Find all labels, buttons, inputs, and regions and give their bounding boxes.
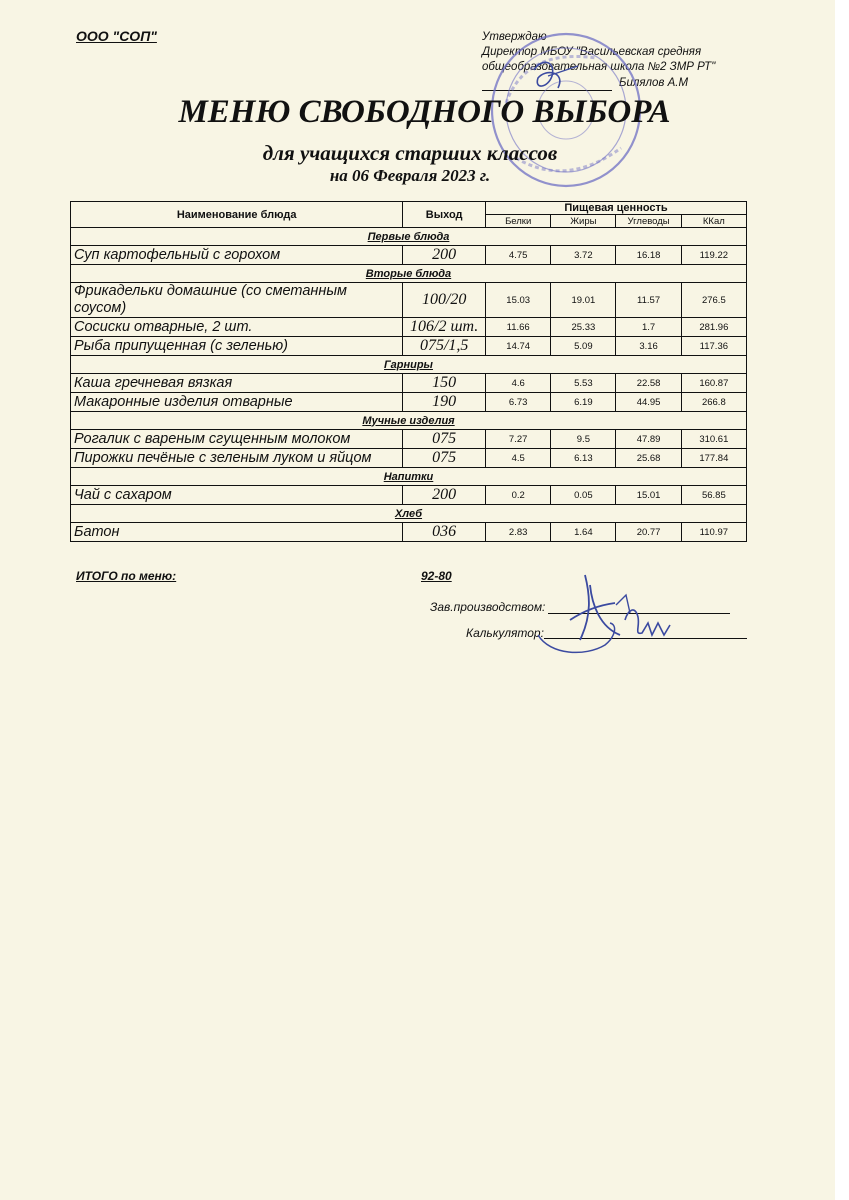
- total-value: 92-80: [421, 569, 452, 583]
- dish-carbs: 11.57: [616, 283, 681, 318]
- header-yield: Выход: [403, 202, 486, 228]
- dish-name: Суп картофельный с горохом: [71, 246, 403, 265]
- approval-school: общеобразовательная школа №2 ЗМР РТ": [482, 61, 716, 73]
- dish-name: Рогалик с вареным сгущенным молоком: [71, 430, 403, 449]
- dish-carbs: 44.95: [616, 393, 681, 412]
- table-row: [71, 430, 747, 449]
- dish-kcal: 177.84: [681, 449, 746, 468]
- dish-name: Батон: [71, 523, 403, 542]
- dish-carbs: 22.58: [616, 374, 681, 393]
- dish-fat: 6.19: [551, 393, 616, 412]
- header-nutrition: Пищевая ценность: [486, 202, 747, 215]
- table-row: [71, 486, 747, 505]
- dish-carbs: 16.18: [616, 246, 681, 265]
- section-title: Напитки: [71, 468, 747, 486]
- header-fat: Жиры: [551, 215, 616, 228]
- dish-fat: 1.64: [551, 523, 616, 542]
- dish-yield: 200: [403, 486, 486, 505]
- dish-fat: 9.5: [551, 430, 616, 449]
- dish-protein: 11.66: [486, 318, 551, 337]
- dish-yield: 075: [403, 449, 486, 468]
- dish-kcal: 160.87: [681, 374, 746, 393]
- dish-yield: 200: [403, 246, 486, 265]
- dish-fat: 5.09: [551, 337, 616, 356]
- page-subtitle: для учащихся старших классов: [262, 141, 558, 165]
- section-title: Вторые блюда: [71, 265, 747, 283]
- table-row: [71, 283, 747, 318]
- dish-protein: 4.75: [486, 246, 551, 265]
- dish-kcal: 110.97: [681, 523, 746, 542]
- dish-kcal: 56.85: [681, 486, 746, 505]
- dish-protein: 2.83: [486, 523, 551, 542]
- dish-fat: 5.53: [551, 374, 616, 393]
- page-title: МЕНЮ СВОБОДНОГО ВЫБОРА: [178, 94, 671, 130]
- dish-name: Рыба припущенная (с зеленью): [71, 337, 403, 356]
- dish-kcal: 266.8: [681, 393, 746, 412]
- dish-yield: 106/2 шт.: [403, 318, 486, 337]
- dish-fat: 6.13: [551, 449, 616, 468]
- header-kcal: ККал: [681, 215, 746, 228]
- dish-fat: 3.72: [551, 246, 616, 265]
- table-row: [71, 374, 747, 393]
- section-title: Гарниры: [71, 356, 747, 374]
- table-row: [71, 318, 747, 337]
- section-title: Мучные изделия: [71, 412, 747, 430]
- table-row: [71, 246, 747, 265]
- dish-name: Пирожки печёные с зеленым луком и яйцом: [71, 449, 403, 468]
- total-label: ИТОГО по меню:: [76, 569, 177, 583]
- approval-heading: Утверждаю: [482, 31, 547, 43]
- dish-kcal: 276.5: [681, 283, 746, 318]
- header-carbs: Углеводы: [616, 215, 681, 228]
- dish-name: Чай с сахаром: [71, 486, 403, 505]
- dish-carbs: 1.7: [616, 318, 681, 337]
- dish-fat: 25.33: [551, 318, 616, 337]
- dish-name: Каша гречневая вязкая: [71, 374, 403, 393]
- manager-label: Зав.производством:: [430, 600, 546, 614]
- approval-position: Директор МБОУ "Васильевская средняя: [482, 46, 702, 58]
- table-row: [71, 523, 747, 542]
- dish-protein: 15.03: [486, 283, 551, 318]
- dish-yield: 075: [403, 430, 486, 449]
- menu-date: на 06 Февраля 2023 г.: [329, 166, 491, 185]
- dish-protein: 7.27: [486, 430, 551, 449]
- dish-protein: 6.73: [486, 393, 551, 412]
- dish-carbs: 47.89: [616, 430, 681, 449]
- dish-yield: 036: [403, 523, 486, 542]
- dish-yield: 075/1,5: [403, 337, 486, 356]
- dish-kcal: 117.36: [681, 337, 746, 356]
- dish-carbs: 20.77: [616, 523, 681, 542]
- dish-name: Фрикадельки домашние (со сметанным соусом): [71, 283, 403, 318]
- table-row: [71, 337, 747, 356]
- dish-carbs: 25.68: [616, 449, 681, 468]
- menu-table: [70, 201, 747, 542]
- dish-name: Сосиски отварные, 2 шт.: [71, 318, 403, 337]
- dish-kcal: 119.22: [681, 246, 746, 265]
- dish-protein: 4.5: [486, 449, 551, 468]
- calculator-label: Калькулятор:: [466, 626, 544, 640]
- handwritten-signature: [530, 565, 690, 665]
- dish-yield: 100/20: [403, 283, 486, 318]
- dish-kcal: 310.61: [681, 430, 746, 449]
- dish-kcal: 281.96: [681, 318, 746, 337]
- header-dish-name: Наименование блюда: [71, 202, 403, 228]
- dish-carbs: 3.16: [616, 337, 681, 356]
- dish-fat: 0.05: [551, 486, 616, 505]
- table-row: [71, 393, 747, 412]
- section-title: Хлеб: [71, 505, 747, 523]
- section-title: Первые блюда: [71, 228, 747, 246]
- dish-yield: 150: [403, 374, 486, 393]
- table-row: [71, 449, 747, 468]
- scan-edge: [835, 0, 849, 1200]
- director-name: Билялов А.М: [619, 77, 689, 89]
- dish-yield: 190: [403, 393, 486, 412]
- dish-name: Макаронные изделия отварные: [71, 393, 403, 412]
- dish-protein: 14.74: [486, 337, 551, 356]
- dish-fat: 19.01: [551, 283, 616, 318]
- organization-name: ООО "СОП": [76, 28, 157, 44]
- dish-protein: 4.6: [486, 374, 551, 393]
- header-protein: Белки: [486, 215, 551, 228]
- dish-carbs: 15.01: [616, 486, 681, 505]
- dish-protein: 0.2: [486, 486, 551, 505]
